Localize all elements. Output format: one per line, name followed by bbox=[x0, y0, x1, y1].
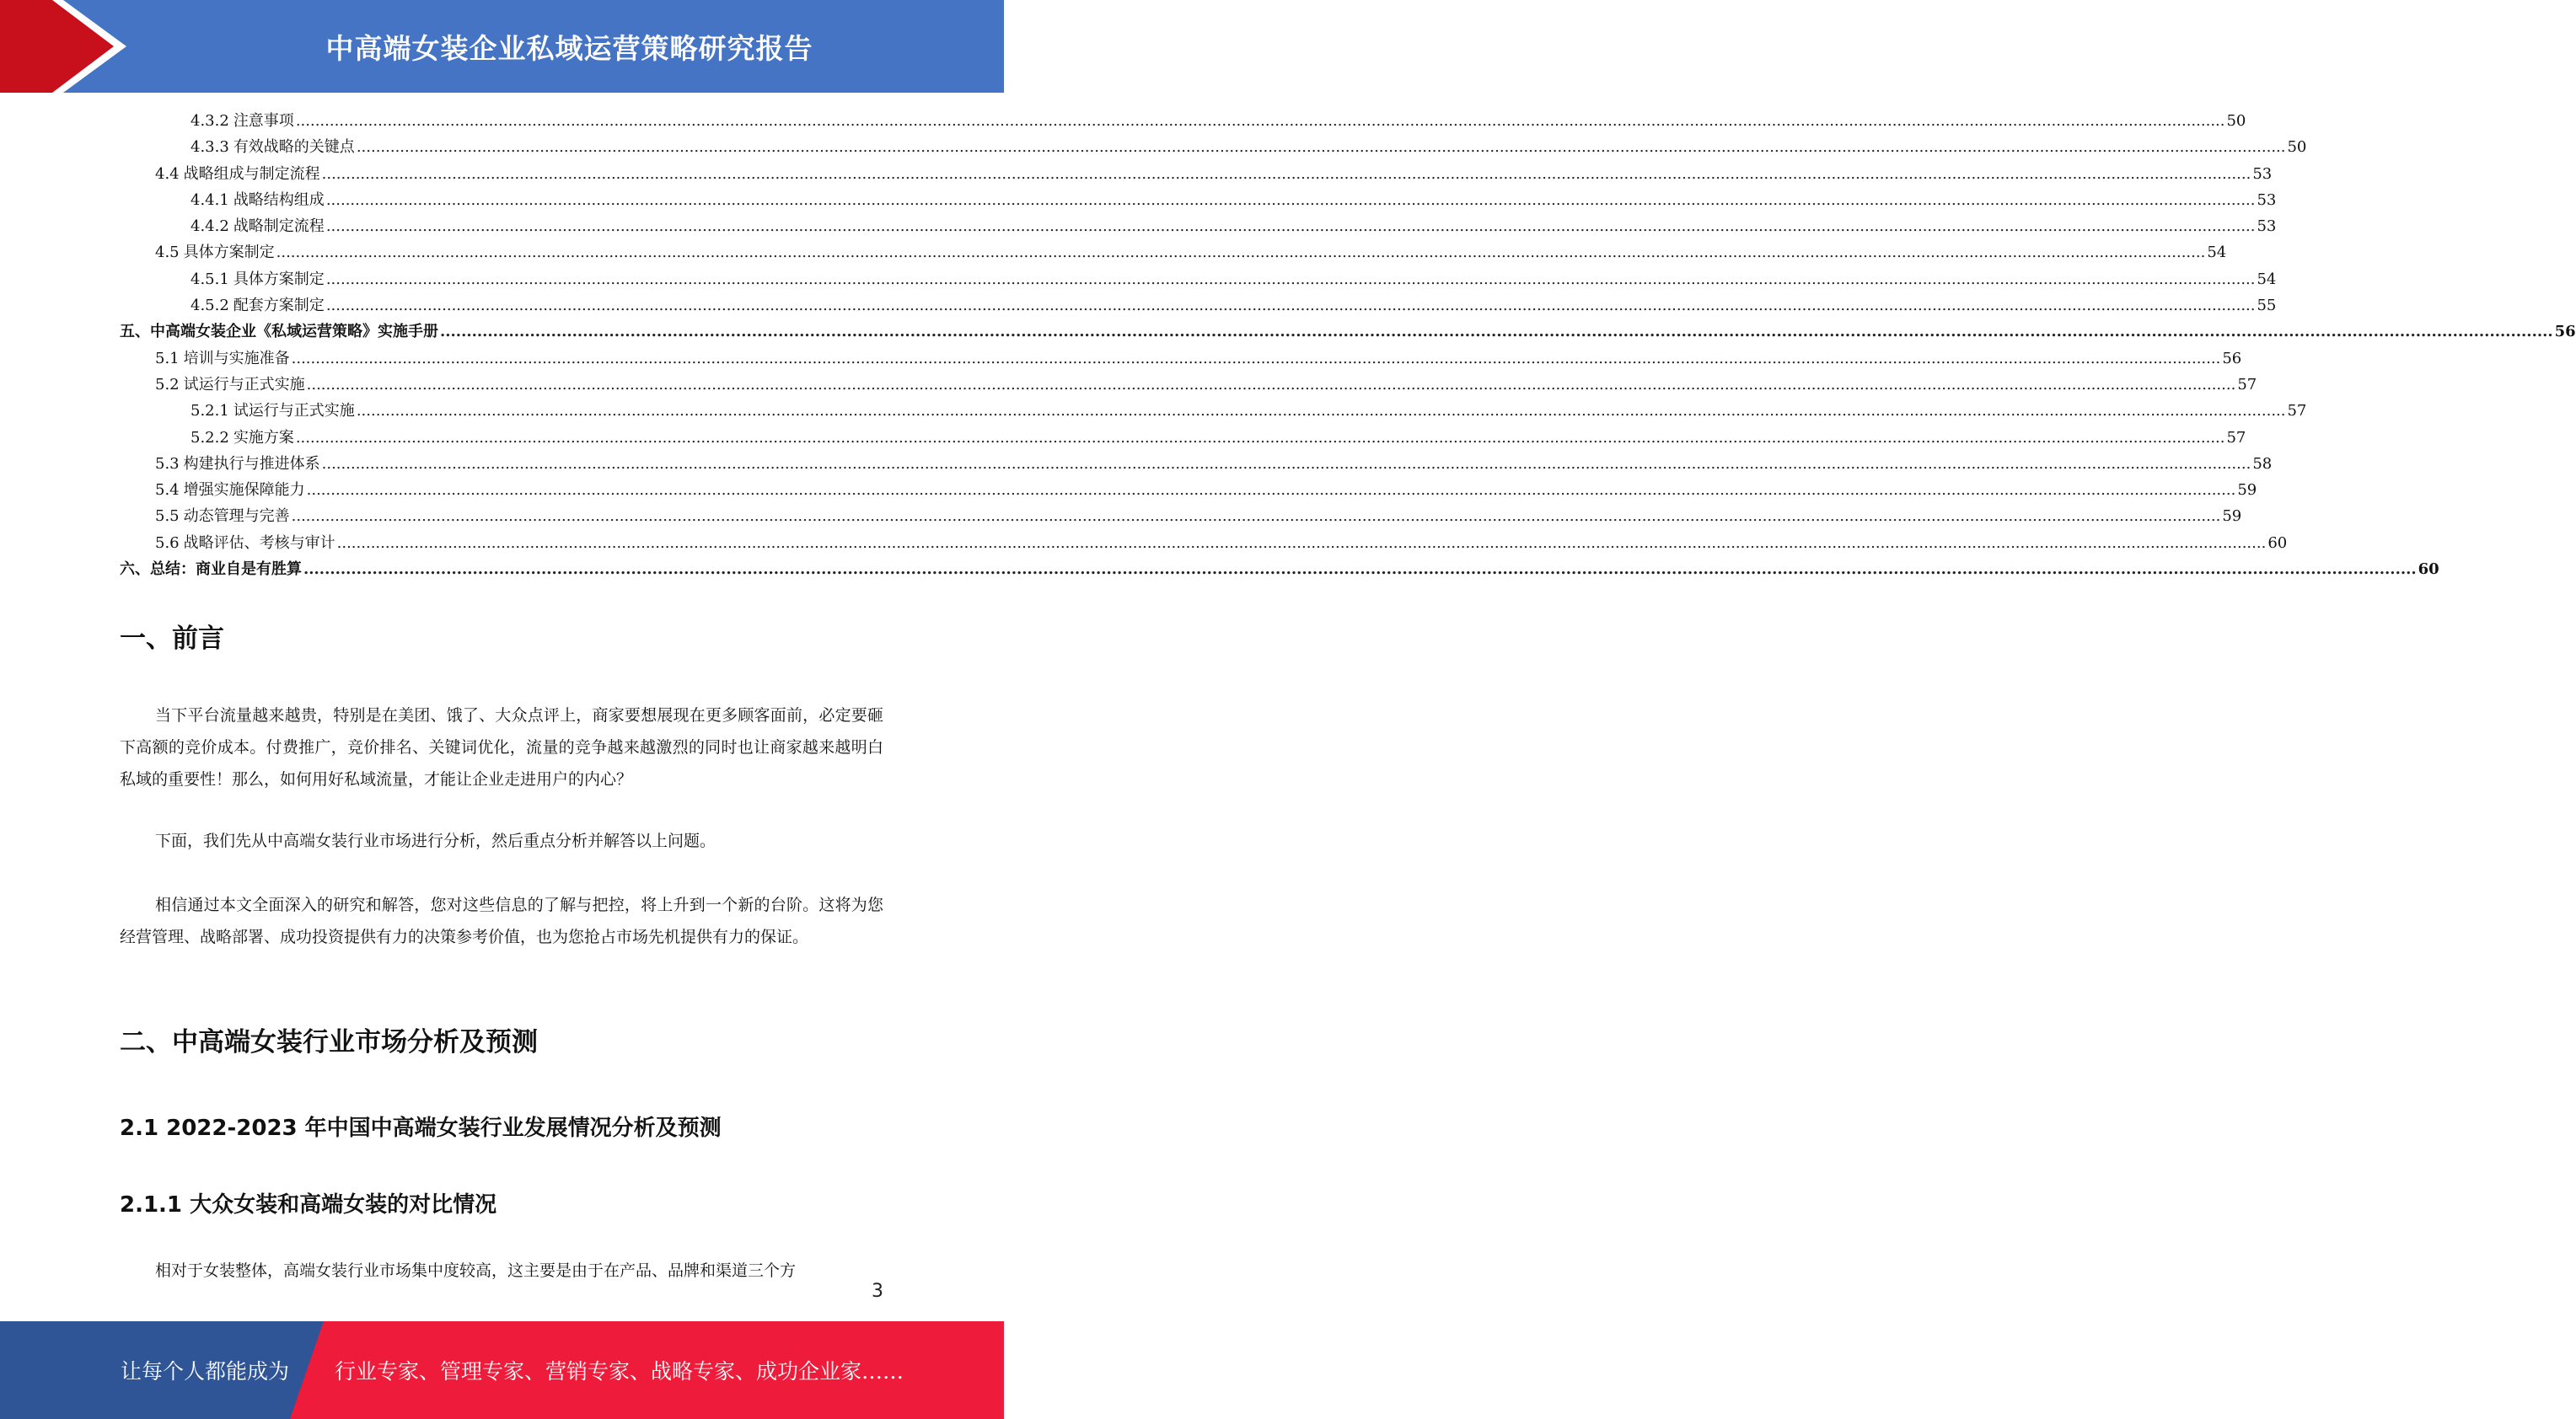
toc-entry-number: 4.4 bbox=[155, 164, 180, 183]
toc-entry-number: 5.5 bbox=[155, 507, 180, 526]
toc-entry-page: 54 bbox=[2207, 244, 2227, 262]
toc-entry-label: 注意事项 bbox=[233, 112, 294, 130]
report-title: 中高端女装企业私域运营策略研究报告 bbox=[325, 31, 813, 65]
toc-entry-number: 5.2 bbox=[155, 375, 180, 394]
toc-entry[interactable] bbox=[120, 266, 2277, 292]
toc-entry-number: 5.3 bbox=[155, 454, 180, 473]
toc-dot-leader: ................................................................................................................................................................................................................................................................................................................................................................................................................ bbox=[356, 138, 2286, 157]
toc-entry-number: 4.5.2 bbox=[191, 297, 229, 315]
toc-entry[interactable] bbox=[120, 556, 2439, 582]
toc-entry-label: 试运行与正式实施 bbox=[233, 402, 355, 420]
toc-entry[interactable] bbox=[120, 319, 2576, 345]
section-2-1-1-heading: 2.1.1 大众女装和高端女装的对比情况 bbox=[120, 1192, 497, 1218]
toc-entry-number: 5.1 bbox=[155, 349, 180, 367]
preface-paragraph-3: 相信通过本文全面深入的研究和解答，您对这些信息的了解与把控，将上升到一个新的台阶。这将为您经营管理、战略部署、成功投资提供有力的决策参考价值，也为您抢占市场先机提供有力的保证。 bbox=[120, 896, 883, 946]
header-arrow-decoration bbox=[0, 0, 135, 93]
toc-entry-number: 4.4.1 bbox=[191, 190, 229, 209]
toc-entry-label: 战略结构组成 bbox=[233, 190, 325, 209]
toc-entry-number: 5.4 bbox=[155, 481, 180, 500]
toc-entry-number: 4.4.2 bbox=[191, 217, 229, 236]
footer-slogan-right: 行业专家、管理专家、营销专家、战略专家、成功企业家…… bbox=[335, 1359, 904, 1384]
toc-dot-leader: ................................................................................................................................................................................................................................................................................................................................................................................................................ bbox=[291, 507, 2221, 526]
toc-dot-leader: ................................................................................................................................................................................................................................................................................................................................................................................................................ bbox=[295, 428, 2225, 447]
footer-banner bbox=[0, 1321, 1004, 1419]
toc-entry-page: 56 bbox=[2554, 323, 2576, 341]
toc-entry[interactable] bbox=[120, 213, 2277, 239]
toc-entry[interactable] bbox=[120, 161, 2273, 187]
toc-entry[interactable] bbox=[120, 530, 2288, 556]
toc-dot-leader: ................................................................................................................................................................................................................................................................................................................................................................................................................ bbox=[303, 560, 2417, 579]
table-of-contents bbox=[120, 108, 2576, 582]
toc-entry[interactable] bbox=[120, 134, 2307, 160]
toc-dot-leader: ................................................................................................................................................................................................................................................................................................................................................................................................................ bbox=[325, 190, 2256, 209]
toc-dot-leader: ................................................................................................................................................................................................................................................................................................................................................................................................................ bbox=[325, 217, 2256, 236]
toc-entry-label: 五、中高端女装企业《私域运营策略》实施手册 bbox=[120, 323, 438, 341]
toc-entry-page: 60 bbox=[2267, 533, 2288, 552]
toc-entry-label: 实施方案 bbox=[233, 428, 294, 447]
toc-entry-page: 57 bbox=[2237, 375, 2257, 394]
toc-entry-page: 56 bbox=[2222, 349, 2242, 367]
toc-entry[interactable] bbox=[120, 503, 2242, 529]
toc-entry-page: 55 bbox=[2257, 297, 2277, 315]
market-paragraph-1: 相对于女装整体，高端女装行业市场集中度较高，这主要是由于在产品、品牌和渠道三个方 bbox=[155, 1261, 797, 1280]
toc-entry[interactable] bbox=[120, 477, 2257, 503]
market-analysis-heading: 二、中高端女装行业市场分析及预测 bbox=[120, 1027, 538, 1058]
toc-dot-leader: ................................................................................................................................................................................................................................................................................................................................................................................................................ bbox=[325, 297, 2256, 315]
toc-entry-page: 53 bbox=[2257, 217, 2277, 236]
toc-entry[interactable] bbox=[120, 451, 2273, 477]
toc-entry[interactable] bbox=[120, 425, 2246, 451]
toc-entry-page: 57 bbox=[2226, 428, 2246, 447]
toc-dot-leader: ................................................................................................................................................................................................................................................................................................................................................................................................................ bbox=[295, 112, 2225, 130]
preface-heading: 一、前言 bbox=[120, 624, 224, 654]
toc-entry-number: 5.2.2 bbox=[191, 428, 229, 447]
toc-entry[interactable] bbox=[120, 398, 2307, 424]
toc-entry-page: 54 bbox=[2257, 270, 2277, 288]
toc-dot-leader: ................................................................................................................................................................................................................................................................................................................................................................................................................ bbox=[440, 323, 2553, 341]
toc-entry-label: 培训与实施准备 bbox=[183, 349, 290, 367]
header-banner bbox=[0, 0, 1004, 93]
toc-entry[interactable] bbox=[120, 187, 2277, 213]
toc-entry-number: 5.6 bbox=[155, 533, 180, 552]
toc-entry-page: 53 bbox=[2252, 164, 2273, 183]
toc-dot-leader: ................................................................................................................................................................................................................................................................................................................................................................................................................ bbox=[356, 402, 2286, 420]
toc-entry-number: 4.5.1 bbox=[191, 270, 229, 288]
toc-entry-number: 4.3.3 bbox=[191, 138, 229, 157]
toc-dot-leader: ................................................................................................................................................................................................................................................................................................................................................................................................................ bbox=[306, 375, 2236, 394]
toc-entry-number: 4.3.2 bbox=[191, 112, 229, 130]
toc-dot-leader: ................................................................................................................................................................................................................................................................................................................................................................................................................ bbox=[276, 244, 2206, 262]
toc-entry-page: 60 bbox=[2418, 560, 2439, 579]
toc-dot-leader: ................................................................................................................................................................................................................................................................................................................................................................................................................ bbox=[325, 270, 2256, 288]
toc-entry-label: 战略评估、考核与审计 bbox=[183, 533, 335, 552]
toc-entry-label: 配套方案制定 bbox=[233, 297, 325, 315]
toc-entry-label: 构建执行与推进体系 bbox=[183, 454, 320, 473]
toc-dot-leader: ................................................................................................................................................................................................................................................................................................................................................................................................................ bbox=[321, 164, 2251, 183]
toc-dot-leader: ................................................................................................................................................................................................................................................................................................................................................................................................................ bbox=[336, 533, 2267, 552]
toc-entry-label: 六、总结：商业自是有胜算 bbox=[120, 560, 302, 579]
toc-entry-page: 59 bbox=[2237, 481, 2257, 500]
toc-entry-number: 4.5 bbox=[155, 244, 180, 262]
toc-entry-label: 战略组成与制定流程 bbox=[183, 164, 320, 183]
toc-entry-page: 57 bbox=[2287, 402, 2307, 420]
page-number: 3 bbox=[872, 1281, 883, 1302]
toc-entry[interactable] bbox=[120, 372, 2257, 398]
toc-entry-label: 具体方案制定 bbox=[183, 244, 275, 262]
footer-slogan-left: 让每个人都能成为 bbox=[121, 1359, 290, 1384]
toc-dot-leader: ................................................................................................................................................................................................................................................................................................................................................................................................................ bbox=[321, 454, 2251, 473]
toc-entry[interactable] bbox=[120, 345, 2242, 372]
toc-entry-page: 50 bbox=[2287, 138, 2307, 157]
toc-entry-page: 59 bbox=[2222, 507, 2242, 526]
toc-entry-label: 战略制定流程 bbox=[233, 217, 325, 236]
toc-entry[interactable] bbox=[120, 239, 2227, 265]
preface-paragraph-2: 下面，我们先从中高端女装行业市场进行分析，然后重点分析并解答以上问题。 bbox=[155, 832, 716, 850]
preface-paragraph-1: 当下平台流量越来越贵，特别是在美团、饿了、大众点评上，商家要想展现在更多顾客面前，必定要砸下高额的竞价成本。付费推广，竞价排名、关键词优化，流量的竞争越来越激烈的同时也让商家越来越明白私域的重要性！那么，如何用好私域流量，才能让企业走进用户的内心？ bbox=[120, 706, 883, 789]
toc-dot-leader: ................................................................................................................................................................................................................................................................................................................................................................................................................ bbox=[306, 481, 2236, 500]
section-2-1-heading: 2.1 2022-2023 年中国中高端女装行业发展情况分析及预测 bbox=[120, 1116, 722, 1141]
toc-entry-number: 5.2.1 bbox=[191, 402, 229, 420]
toc-entry-label: 动态管理与完善 bbox=[183, 507, 290, 526]
toc-entry-page: 50 bbox=[2226, 112, 2246, 130]
toc-entry[interactable] bbox=[120, 292, 2277, 319]
toc-entry-label: 具体方案制定 bbox=[233, 270, 325, 288]
toc-entry-label: 试运行与正式实施 bbox=[183, 375, 305, 394]
toc-entry-page: 53 bbox=[2257, 190, 2277, 209]
toc-entry[interactable] bbox=[120, 108, 2246, 134]
toc-dot-leader: ................................................................................................................................................................................................................................................................................................................................................................................................................ bbox=[291, 349, 2221, 367]
toc-entry-page: 58 bbox=[2252, 454, 2273, 473]
toc-entry-label: 增强实施保障能力 bbox=[183, 481, 305, 500]
toc-entry-label: 有效战略的关键点 bbox=[233, 138, 355, 157]
